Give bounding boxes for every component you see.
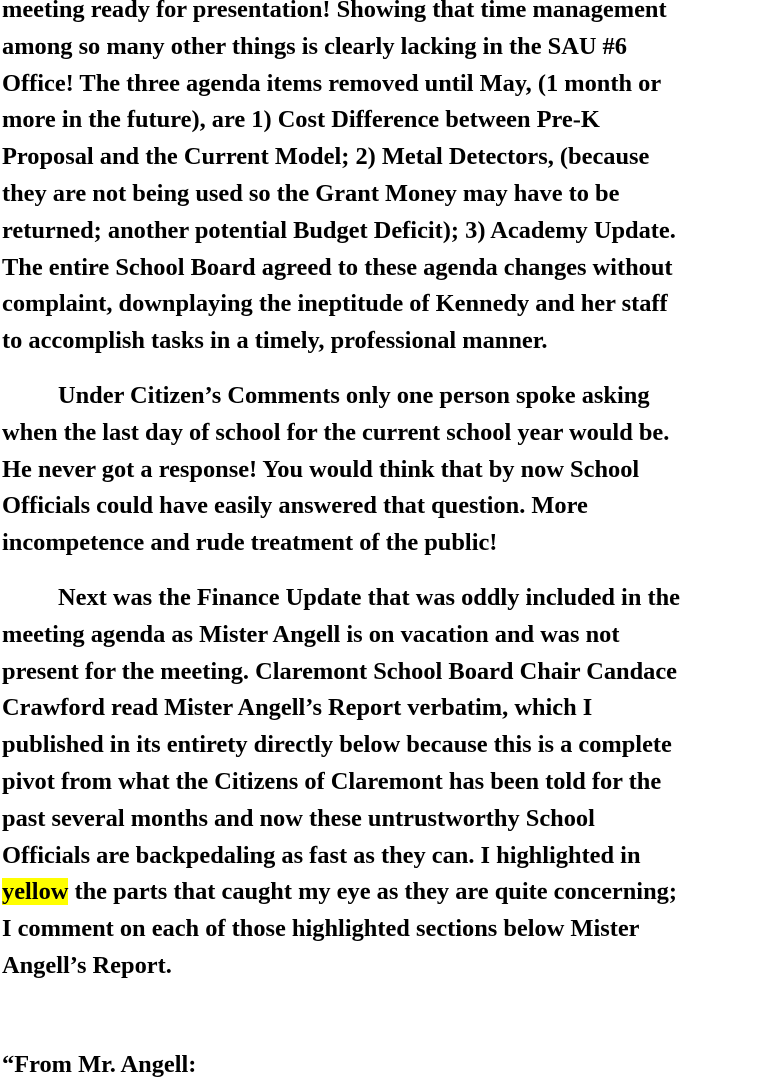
text-fragment: the parts that caught my eye as they are quite concerning; [68,878,677,906]
highlighted-word: yellow [2,878,69,906]
text-line: pivot from what the Citizens of Claremont has been told for the [2,767,662,795]
text-line: Office! The three agenda items removed until May, (1 month or [2,69,662,97]
text-line: returned; another potential Budget Deficit); 3) Academy Update. [2,216,676,244]
text-line: Under Citizen’s Comments only one person spoke asking [58,381,650,409]
text-line: He never got a response! You would think that by now School [2,455,640,483]
text-line: incompetence and rude treatment of the public! [2,529,498,557]
text-line: they are not being used so the Grant Money may have to be [2,179,620,207]
text-line: I comment on each of those highlighted sections below Mister [2,915,640,943]
paragraph-agenda-changes [0,0,777,360]
paragraph-citizens-comments [0,378,777,562]
text-line: past several months and now these untrustworthy School [2,804,595,832]
text-line: meeting ready for presentation! Showing that time management [2,0,667,23]
quote-heading: “From Mr. Angell: [2,1050,197,1078]
paragraph-spacer [0,360,777,378]
paragraph-finance-update [0,580,777,985]
paragraph-spacer [0,562,777,580]
text-line: meeting agenda as Mister Angell is on vacation and was not [2,620,620,648]
text-line: The entire School Board agreed to these agenda changes without [2,253,673,281]
text-line: present for the meeting. Claremont School Board Chair Candace [2,657,677,685]
text-line: Crawford read Mister Angell’s Report verbatim, which I [2,694,593,722]
text-line: Proposal and the Current Model; 2) Metal Detectors, (because [2,143,650,171]
text-line: to accomplish tasks in a timely, professional manner. [2,327,548,355]
text-line: Officials are backpedaling as fast as they can. I highlighted in [2,841,641,869]
text-line: complaint, downplaying the ineptitude of Kennedy and her staff [2,290,668,318]
section-spacer [0,985,777,1047]
highlighted-text-line [2,874,777,911]
text-line: Next was the Finance Update that was oddly included in the [58,583,681,611]
quote-block [0,1047,777,1084]
text-line: published in its entirety directly below because this is a complete [2,731,672,759]
text-line: among so many other things is clearly lacking in the SAU #6 [2,32,627,60]
text-line: when the last day of school for the current school year would be. [2,418,670,446]
text-line: Angell’s Report. [2,951,172,979]
text-line: Officials could have easily answered that question. More [2,492,588,520]
text-line: more in the future), are 1) Cost Difference between Pre-K [2,106,600,134]
